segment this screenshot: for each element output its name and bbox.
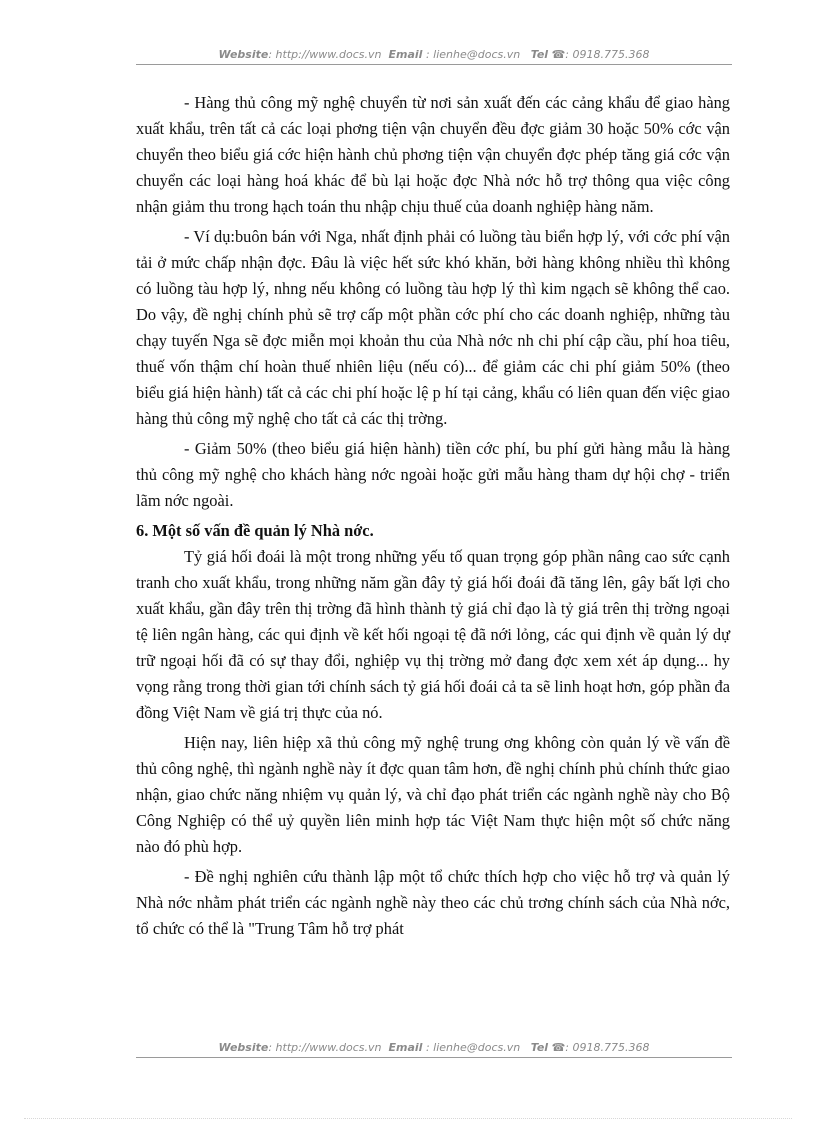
header-email-label: Email — [388, 48, 423, 61]
page-header — [136, 48, 732, 65]
footer-email-label: Email — [388, 1041, 423, 1054]
paragraph-support-center: - Đề nghị nghiên cứu thành lập một tổ chức thích hợp cho việc hỗ trợ và quản lý Nhà nớc nhằm phát triển các ngành nghề này theo các chủ trơng chính sách của Nhà nớc, tổ chức có thể là "Trung Tâm hỗ trợ phát — [136, 867, 730, 938]
section-heading: 6. Một số vấn đề quản lý Nhà nớc. — [136, 521, 374, 540]
paragraph-russia-example: - Ví dụ:buôn bán với Nga, nhất định phải có luồng tàu biển hợp lý, với cớc phí vận tải ở mức chấp nhận đợc. Đâu là việc hết sức khó khăn, bởi hàng không nhiều thì không có luồng tàu hợp lý, nhng nếu không có luồng tàu hợp lý thì kim ngạch sẽ không thể cao. Do vậy, đề nghị chính phủ sẽ trợ cấp một phần cớc phí cho các doanh nghiệp, những tàu chạy tuyến Nga sẽ đợc miễn mọi khoản thu của Nhà nớc nh chi phí cập cầu, phí hoa tiêu, thuế vốn thậm chí hoàn thuế nhiên liệu (nếu có)... để giảm các chi phí giảm 50% (theo biểu giá hiện hành) tất cả các chi phí hoặc lệ p hí tại cảng, khẩu có liên quan đến việc giao hàng thủ công mỹ nghệ cho tất cả các thị trờng. — [136, 227, 730, 428]
header-tel-label: Tel — [530, 48, 549, 61]
header-tel-value: : 0918.775.368 — [565, 48, 650, 61]
footer-website-link[interactable]: : http://www.docs.vn — [268, 1041, 382, 1054]
phone-icon: ☎ — [551, 1041, 566, 1054]
header-website-label: Website — [218, 48, 269, 61]
header-email-link[interactable]: : lienhe@docs.vn — [425, 48, 521, 61]
document-body — [136, 90, 730, 946]
page-bottom-divider — [24, 1118, 792, 1119]
header-website-link[interactable]: : http://www.docs.vn — [268, 48, 382, 61]
footer-tel-value: : 0918.775.368 — [565, 1041, 650, 1054]
paragraph-exchange-rate: Tỷ giá hối đoái là một trong những yếu tố quan trọng góp phần nâng cao sức cạnh tranh cho xuất khẩu, trong những năm gần đây tỷ giá hối đoái đã tăng lên, gây bất lợi cho xuất khẩu, gần đây trên thị trờng đã hình thành tỷ giá chỉ đạo là tỷ giá trên thị trờng ngoại tệ liên ngân hàng, các qui định về kết hối ngoại tệ đã nới lỏng, các qui định về quản lý dự trữ ngoại hối đã có sự thay đổi, nghiệp vụ thị trờng mở đang đợc xem xét áp dụng... hy vọng rằng trong thời gian tới chính sách tỷ giá hối đoái cả ta sẽ linh hoạt hơn, góp phần đa đồng Việt Nam về giá trị thực của nó. — [136, 547, 730, 722]
paragraph-management: Hiện nay, liên hiệp xã thủ công mỹ nghệ trung ơng không còn quản lý về vấn đề thủ công nghệ, thì ngành nghề này ít đợc quan tâm hơn, đề nghị chính phủ chính thức giao nhận, giao chức năng nhiệm vụ quản lý, và chỉ đạo phát triển các ngành nghề này cho Bộ Công Nghiệp có thể uỷ quyền liên minh hợp tác Việt Nam thực hiện một số chức năng nào đó phù hợp. — [136, 733, 730, 856]
footer-email-link[interactable]: : lienhe@docs.vn — [425, 1041, 521, 1054]
phone-icon: ☎ — [551, 48, 566, 61]
paragraph-handicraft-transport: - Hàng thủ công mỹ nghệ chuyển từ nơi sản xuất đến các cảng khẩu để giao hàng xuất khẩu, trên tất cả các loại phơng tiện vận chuyển đều đợc giảm 30 hoặc 50% cớc vận chuyển theo biểu giá cớc hiện hành chủ phơng tiện vận chuyển đợc phép tăng giá cớc vận chuyển các loại hàng hoá khác để bù lại hoặc đợc Nhà nớc hỗ trợ thông qua việc công nhận giảm thu trong hạch toán thu nhập chịu thuế của doanh nghiệp hàng năm. — [136, 93, 730, 216]
page-footer — [136, 1041, 732, 1058]
paragraph-sample-shipping: - Giảm 50% (theo biểu giá hiện hành) tiền cớc phí, bu phí gửi hàng mẫu là hàng thủ công mỹ nghệ cho khách hàng nớc ngoài hoặc gửi mẫu hàng tham dự hội chợ - triển lãm nớc ngoài. — [136, 439, 730, 510]
footer-tel-label: Tel — [530, 1041, 549, 1054]
footer-website-label: Website — [218, 1041, 269, 1054]
